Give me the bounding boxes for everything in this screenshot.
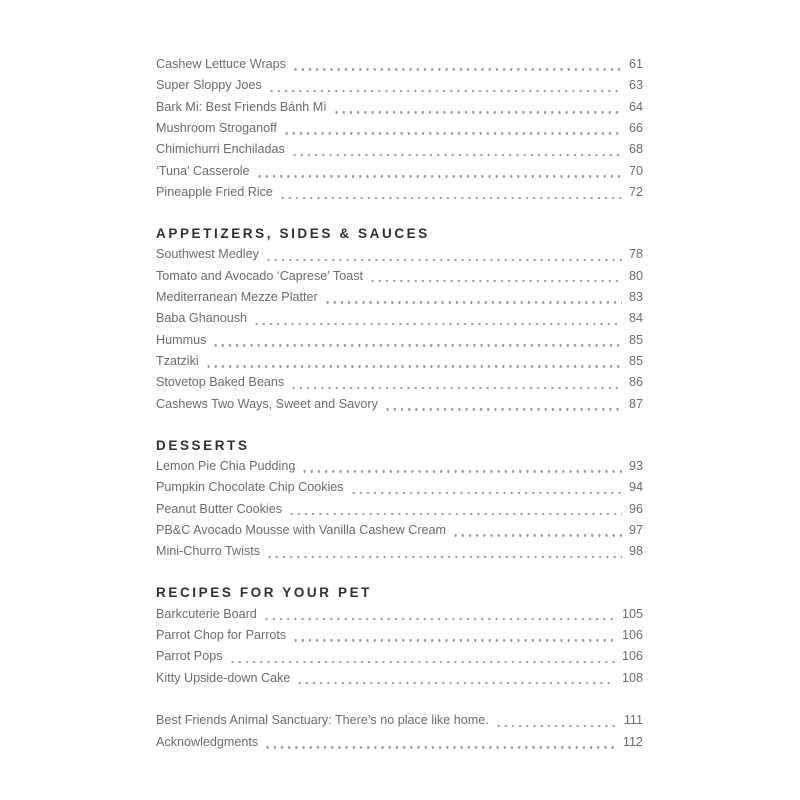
page-number: 98 xyxy=(628,544,643,559)
toc-section xyxy=(156,710,643,753)
toc-item-label: Southwest Medley xyxy=(156,247,259,262)
toc-row xyxy=(156,520,643,541)
toc-item-label: Lemon Pie Chia Pudding xyxy=(156,458,296,473)
toc-row xyxy=(156,668,643,689)
page-number: 64 xyxy=(628,99,643,114)
page-number: 80 xyxy=(628,268,643,283)
page-number: 84 xyxy=(628,311,643,326)
table-of-contents xyxy=(156,54,643,753)
dot-leader xyxy=(290,387,622,389)
toc-row xyxy=(156,97,643,118)
dot-leader xyxy=(288,513,622,515)
toc-row xyxy=(156,604,643,625)
toc-item-label: Cashew Lettuce Wraps xyxy=(156,57,286,71)
page-number: 85 xyxy=(628,354,643,369)
toc-item-label: Stovetop Baked Beans xyxy=(156,375,285,390)
page-number: 106 xyxy=(621,627,643,642)
toc-item-label: Mini-Churro Twists xyxy=(156,544,261,559)
toc-row xyxy=(156,287,643,308)
toc-section xyxy=(156,223,643,415)
page-number: 108 xyxy=(621,670,643,685)
section-heading: APPETIZERS, SIDES & SAUCES xyxy=(156,225,430,241)
toc-row xyxy=(156,732,643,753)
page-number: 87 xyxy=(628,396,643,411)
toc-item-label: Kitty Upside-down Cake xyxy=(156,670,291,685)
page-number: 66 xyxy=(628,121,643,136)
page-number: 70 xyxy=(628,163,643,178)
dot-leader xyxy=(369,280,622,282)
toc-item-label: Pineapple Fried Rice xyxy=(156,185,273,200)
toc-row xyxy=(156,244,643,265)
page-number: 112 xyxy=(622,734,643,749)
toc-row xyxy=(156,266,643,287)
dot-leader xyxy=(292,68,622,70)
dot-leader xyxy=(279,197,622,199)
dot-leader xyxy=(268,90,622,92)
toc-item-label: Baba Ghanoush xyxy=(156,311,248,326)
dot-leader xyxy=(324,301,622,303)
dot-leader xyxy=(212,344,622,346)
toc-section xyxy=(156,435,643,563)
toc-row xyxy=(156,308,643,329)
dot-leader xyxy=(266,556,622,558)
toc-item-label: Tomato and Avocado ‘Caprese’ Toast xyxy=(156,268,363,283)
toc-section xyxy=(156,582,643,689)
toc-row xyxy=(156,477,643,498)
toc-row xyxy=(156,182,643,203)
toc-item-label: Super Sloppy Joes xyxy=(156,78,262,93)
page-number: 97 xyxy=(628,522,643,537)
page-number: 85 xyxy=(628,332,643,347)
page-number: 105 xyxy=(621,606,643,621)
toc-item-label: Cashews Two Ways, Sweet and Savory xyxy=(156,396,378,411)
dot-leader xyxy=(263,618,615,620)
toc-item-label: Hummus xyxy=(156,332,207,347)
dot-leader xyxy=(292,639,615,641)
toc-item-label: Acknowledgments xyxy=(156,734,259,749)
page-number: 61 xyxy=(628,57,643,71)
dot-leader xyxy=(205,365,622,367)
dot-leader xyxy=(495,725,617,727)
page-number: 72 xyxy=(628,185,643,200)
toc-row xyxy=(156,330,643,351)
dot-leader xyxy=(264,746,616,748)
toc-item-label: Best Friends Animal Sanctuary: There’s no place like home. xyxy=(156,713,489,728)
toc-item-label: Peanut Butter Cookies xyxy=(156,501,283,516)
dot-leader xyxy=(253,323,622,325)
toc-row xyxy=(156,372,643,393)
toc-row xyxy=(156,161,643,182)
toc-row xyxy=(156,351,643,372)
dot-leader xyxy=(256,175,622,177)
toc-section xyxy=(156,54,643,203)
page-number: 111 xyxy=(623,713,643,728)
dot-leader xyxy=(301,470,622,472)
toc-item-label: Bark Mi: Best Friends Bánh Mì xyxy=(156,99,327,114)
toc-item-label: Parrot Chop for Parrots xyxy=(156,627,287,642)
toc-row xyxy=(156,499,643,520)
page-number: 78 xyxy=(628,247,643,262)
section-heading: RECIPES FOR YOUR PET xyxy=(156,585,373,601)
dot-leader xyxy=(452,534,622,536)
page-number: 63 xyxy=(628,78,643,93)
dot-leader xyxy=(291,154,622,156)
page-number: 83 xyxy=(628,289,643,304)
toc-item-label: Tzatziki xyxy=(156,354,199,369)
toc-row xyxy=(156,456,643,477)
toc-row xyxy=(156,139,643,160)
toc-row xyxy=(156,710,643,731)
toc-item-label: Chimichurri Enchiladas xyxy=(156,142,285,157)
dot-leader xyxy=(350,492,622,494)
toc-row xyxy=(156,646,643,667)
toc-row xyxy=(156,394,643,415)
dot-leader xyxy=(333,111,622,113)
dot-leader xyxy=(283,132,622,134)
toc-item-label: Mushroom Stroganoff xyxy=(156,121,277,136)
toc-row xyxy=(156,118,643,139)
toc-row xyxy=(156,541,643,562)
page-number: 93 xyxy=(628,458,643,473)
dot-leader xyxy=(265,259,622,261)
toc-item-label: Barkcuterie Board xyxy=(156,606,257,621)
dot-leader xyxy=(384,408,622,410)
toc-item-label: Mediterranean Mezze Platter xyxy=(156,289,318,304)
toc-item-label: ‘Tuna’ Casserole xyxy=(156,163,250,178)
toc-row xyxy=(156,54,643,75)
page-number: 96 xyxy=(628,501,643,516)
page-number: 86 xyxy=(628,375,643,390)
toc-item-label: Pumpkin Chocolate Chip Cookies xyxy=(156,480,344,495)
section-heading: DESSERTS xyxy=(156,437,250,453)
page-number: 68 xyxy=(628,142,643,157)
toc-item-label: PB&C Avocado Mousse with Vanilla Cashew Cream xyxy=(156,522,447,537)
toc-item-label: Parrot Pops xyxy=(156,649,223,664)
dot-leader xyxy=(296,682,615,684)
dot-leader xyxy=(229,661,615,663)
page-number: 94 xyxy=(628,480,643,495)
toc-row xyxy=(156,625,643,646)
toc-row xyxy=(156,75,643,96)
page-number: 106 xyxy=(621,649,643,664)
